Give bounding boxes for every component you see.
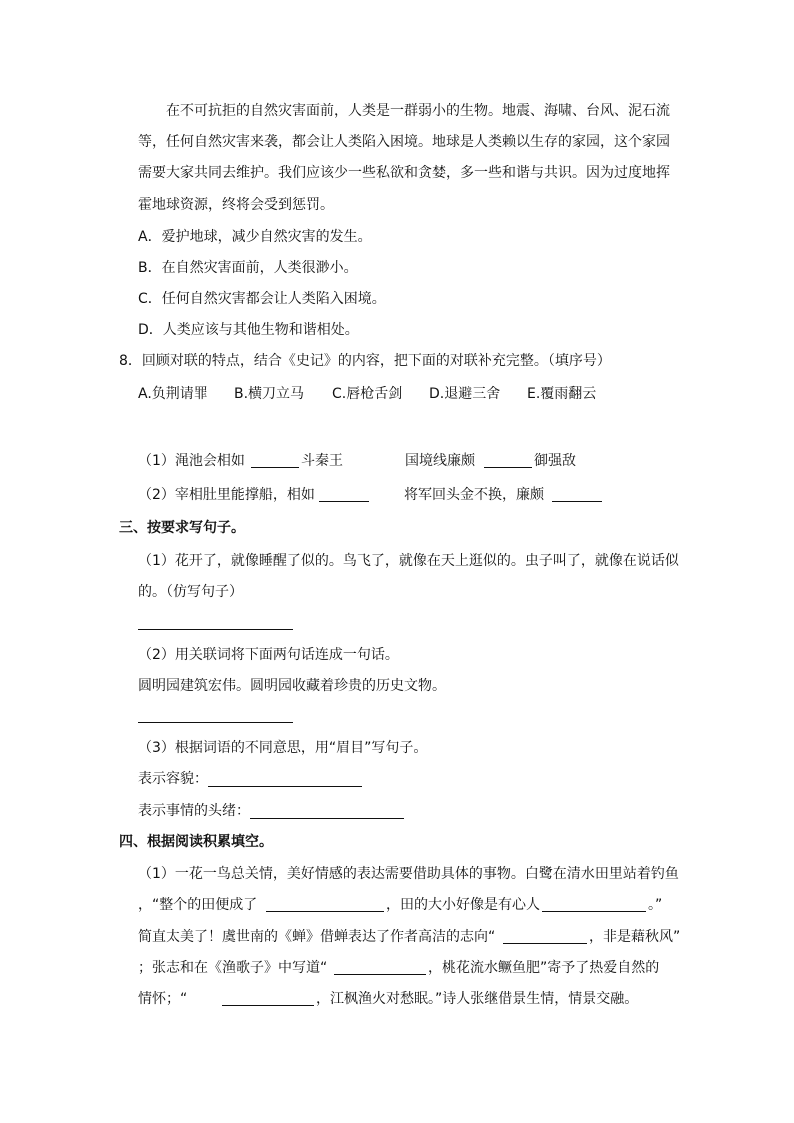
choice-b: B.横刀立马 (234, 386, 305, 402)
couplet-2-right: 将军回头金不换，廉颇 (404, 487, 544, 503)
choice-a: A.负荆请罪 (138, 386, 208, 402)
answer-line-q1[interactable] (138, 629, 293, 630)
couplet-1-left-b: 斗秦王 (301, 453, 343, 469)
blank-field-3[interactable] (503, 929, 587, 944)
couplet-2-left: （2）宰相肚里能撑船，相如 (138, 487, 315, 503)
section-4-line-5-a: 情怀；“ (138, 991, 188, 1007)
section-3-q2-stem: （2）用关联词将下面两句话连成一句话。 (138, 647, 399, 663)
passage-line-2: 等，任何自然灾害来袭，都会让人类陷入困境。地球是人类赖以生存的家园，这个家园 (138, 134, 670, 150)
couplet-1-right-blank[interactable] (484, 453, 532, 468)
section-3-heading: 三、按要求写句子。 (119, 520, 245, 536)
choice-e: E.覆雨翻云 (527, 386, 597, 402)
couplet-1-left-blank[interactable] (251, 453, 299, 468)
section-4-line-4-a: ；张志和在《渔歌子》中写道“ (138, 960, 328, 976)
choice-d: D.退避三舍 (429, 386, 501, 402)
couplet-1-right-a: 国境线廉颇 (405, 453, 475, 469)
couplet-2-right-blank[interactable] (552, 487, 602, 502)
answer-line-q2[interactable] (138, 722, 293, 723)
section-3-q3-stem: （3）根据词语的不同意思，用“眉目”写句子。 (138, 740, 428, 756)
question-8-stem: 8．回顾对联的特点，结合《史记》的内容，把下面的对联补充完整。（填序号） (119, 353, 611, 369)
section-3-q1-line-2: 的。（仿写句子） (138, 584, 243, 600)
section-4-line-2-c: 。” (648, 897, 663, 913)
couplet-1-right-b: 御强敌 (534, 453, 576, 469)
section-3-q3-b: 表示事情的头绪： (138, 803, 250, 819)
blank-field-4[interactable] (334, 960, 426, 975)
section-4-line-3-a: 简直太美了！虞世南的《蝉》借蝉表达了作者高洁的志向“ (138, 929, 496, 945)
option-c: C．任何自然灾害都会让人类陷入困境。 (138, 291, 386, 307)
answer-line-q3-a[interactable] (208, 786, 362, 787)
section-4-line-5-b: ，江枫渔火对愁眠。”诗人张继借景生情，情景交融。 (316, 991, 639, 1007)
couplet-2-left-blank[interactable] (319, 487, 369, 502)
section-3-q1-line-1: （1）花开了，就像睡醒了似的。鸟飞了，就像在天上逛似的。虫子叫了，就像在说话似 (138, 553, 679, 569)
blank-field-1[interactable] (266, 897, 384, 912)
blank-field-5[interactable] (222, 991, 314, 1006)
section-4-heading: 四、根据阅读积累填空。 (119, 834, 273, 850)
passage-line-3: 需要大家共同去维护。我们应该少一些私欲和贪婪，多一些和谐与共识。因为过度地挥 (138, 165, 670, 181)
option-d: D．人类应该与其他生物和谐相处。 (138, 322, 359, 338)
couplet-1-left-a: （1）渑池会相如 (138, 453, 245, 469)
section-4-line-1: （1）一花一鸟总关情，美好情感的表达需要借助具体的事物。白鹭在清水田里站着钓鱼 (138, 866, 679, 882)
choice-c: C.唇枪舌剑 (332, 386, 403, 402)
section-4-line-2-b: ，田的大小好像是有心人 (386, 897, 540, 913)
section-4-line-3-b: ，非是藉秋风” (589, 929, 681, 945)
option-a: A．爱护地球，减少自然灾害的发生。 (138, 229, 372, 245)
blank-field-2[interactable] (542, 897, 646, 912)
section-4-line-2-a: ，“整个的田便成了 (138, 897, 258, 913)
section-3-q3-a: 表示容貌： (138, 771, 208, 787)
passage-line-1: 在不可抗拒的自然灾害面前，人类是一群弱小的生物。地震、海啸、台风、泥石流 (166, 103, 670, 119)
section-3-q2-text: 圆明园建筑宏伟。圆明园收藏着珍贵的历史文物。 (138, 678, 446, 694)
section-4-line-4-b: ，桃花流水鳜鱼肥”寄予了热爱自然的 (428, 960, 660, 976)
answer-line-q3-b[interactable] (250, 818, 404, 819)
option-b: B．在自然灾害面前，人类很渺小。 (138, 260, 358, 276)
passage-line-4: 霍地球资源，终将会受到惩罚。 (138, 197, 334, 213)
